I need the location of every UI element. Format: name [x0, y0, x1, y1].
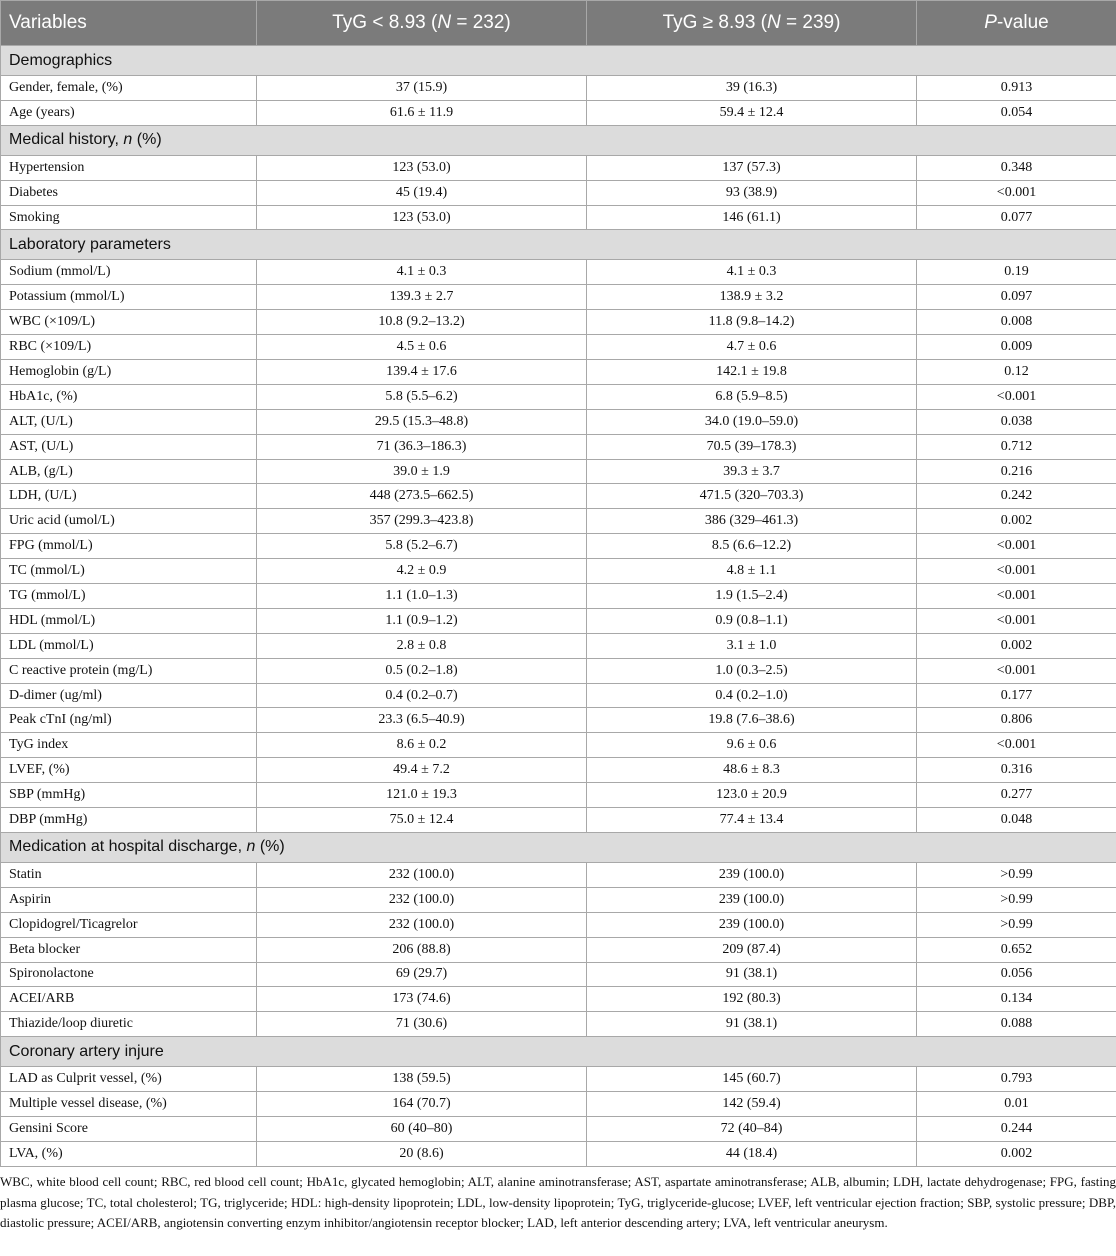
tyg-low-value-cell: 206 (88.8) [257, 937, 587, 962]
tyg-high-value-cell: 91 (38.1) [587, 1012, 917, 1037]
tyg-low-value-cell: 232 (100.0) [257, 887, 587, 912]
table-row [1, 912, 1116, 937]
table-row [1, 310, 1116, 335]
p-value-cell: 0.002 [917, 509, 1116, 534]
p-value-cell: 0.12 [917, 360, 1116, 385]
tyg-low-value-cell: 1.1 (0.9–1.2) [257, 608, 587, 633]
header-variables: Variables [1, 1, 257, 46]
tyg-high-value-cell: 4.7 ± 0.6 [587, 335, 917, 360]
variable-cell: Spironolactone [1, 962, 257, 987]
tyg-low-value-cell: 10.8 (9.2–13.2) [257, 310, 587, 335]
tyg-low-value-cell: 1.1 (1.0–1.3) [257, 584, 587, 609]
tyg-low-value-cell: 232 (100.0) [257, 862, 587, 887]
table-body [1, 46, 1116, 1167]
tyg-low-value-cell: 2.8 ± 0.8 [257, 633, 587, 658]
tyg-low-value-cell: 45 (19.4) [257, 180, 587, 205]
table-row [1, 584, 1116, 609]
p-value-cell: 0.242 [917, 484, 1116, 509]
p-value-cell: 0.088 [917, 1012, 1116, 1037]
table-row [1, 155, 1116, 180]
p-value-cell: 0.054 [917, 100, 1116, 125]
tyg-high-value-cell: 11.8 (9.8–14.2) [587, 310, 917, 335]
tyg-high-value-cell: 1.9 (1.5–2.4) [587, 584, 917, 609]
variable-cell: TyG index [1, 733, 257, 758]
p-value-cell: 0.056 [917, 962, 1116, 987]
table-row [1, 260, 1116, 285]
tyg-high-value-cell: 386 (329–461.3) [587, 509, 917, 534]
variable-cell: ALB, (g/L) [1, 459, 257, 484]
tyg-high-value-cell: 239 (100.0) [587, 887, 917, 912]
tyg-low-value-cell: 173 (74.6) [257, 987, 587, 1012]
tyg-high-value-cell: 4.8 ± 1.1 [587, 559, 917, 584]
p-value-cell: 0.652 [917, 937, 1116, 962]
table-row [1, 409, 1116, 434]
tyg-low-value-cell: 49.4 ± 7.2 [257, 758, 587, 783]
tyg-high-value-cell: 0.4 (0.2–1.0) [587, 683, 917, 708]
table-row [1, 534, 1116, 559]
p-value-cell: 0.244 [917, 1116, 1116, 1141]
table-row [1, 180, 1116, 205]
section-header-row [1, 1037, 1116, 1067]
table-row [1, 384, 1116, 409]
p-value-cell: >0.99 [917, 912, 1116, 937]
tyg-low-value-cell: 61.6 ± 11.9 [257, 100, 587, 125]
table-row [1, 484, 1116, 509]
p-value-cell: 0.134 [917, 987, 1116, 1012]
p-value-cell: <0.001 [917, 384, 1116, 409]
tyg-low-value-cell: 4.2 ± 0.9 [257, 559, 587, 584]
table-row [1, 434, 1116, 459]
tyg-low-value-cell: 0.5 (0.2–1.8) [257, 658, 587, 683]
tyg-high-value-cell: 209 (87.4) [587, 937, 917, 962]
table-row [1, 733, 1116, 758]
table-row [1, 683, 1116, 708]
tyg-high-value-cell: 39.3 ± 3.7 [587, 459, 917, 484]
tyg-high-value-cell: 145 (60.7) [587, 1067, 917, 1092]
table-row [1, 658, 1116, 683]
variable-cell: LVEF, (%) [1, 758, 257, 783]
tyg-low-value-cell: 232 (100.0) [257, 912, 587, 937]
variable-cell: HbA1c, (%) [1, 384, 257, 409]
tyg-high-value-cell: 48.6 ± 8.3 [587, 758, 917, 783]
table-row [1, 1067, 1116, 1092]
p-value-cell: <0.001 [917, 608, 1116, 633]
tyg-high-value-cell: 142.1 ± 19.8 [587, 360, 917, 385]
tyg-high-value-cell: 34.0 (19.0–59.0) [587, 409, 917, 434]
tyg-high-value-cell: 6.8 (5.9–8.5) [587, 384, 917, 409]
variable-cell: LVA, (%) [1, 1141, 257, 1166]
variable-cell: Aspirin [1, 887, 257, 912]
section-title: Coronary artery injure [1, 1037, 1116, 1067]
variable-cell: Multiple vessel disease, (%) [1, 1092, 257, 1117]
tyg-high-value-cell: 44 (18.4) [587, 1141, 917, 1166]
table-row [1, 100, 1116, 125]
table-row [1, 1116, 1116, 1141]
variable-cell: RBC (×109/L) [1, 335, 257, 360]
tyg-low-value-cell: 4.1 ± 0.3 [257, 260, 587, 285]
variable-cell: Hemoglobin (g/L) [1, 360, 257, 385]
table-row [1, 887, 1116, 912]
variable-cell: Beta blocker [1, 937, 257, 962]
tyg-high-value-cell: 77.4 ± 13.4 [587, 808, 917, 833]
header-group-high-tyg: TyG ≥ 8.93 (N = 239) [587, 1, 917, 46]
p-value-cell: 0.002 [917, 1141, 1116, 1166]
variable-cell: C reactive protein (mg/L) [1, 658, 257, 683]
variable-cell: Sodium (mmol/L) [1, 260, 257, 285]
p-value-cell: 0.009 [917, 335, 1116, 360]
p-value-cell: 0.806 [917, 708, 1116, 733]
tyg-low-value-cell: 71 (30.6) [257, 1012, 587, 1037]
section-header-row [1, 230, 1116, 260]
table-header-row [1, 1, 1116, 46]
tyg-low-value-cell: 75.0 ± 12.4 [257, 808, 587, 833]
table-row [1, 1141, 1116, 1166]
tyg-low-value-cell: 5.8 (5.5–6.2) [257, 384, 587, 409]
p-value-cell: 0.038 [917, 409, 1116, 434]
tyg-high-value-cell: 0.9 (0.8–1.1) [587, 608, 917, 633]
tyg-high-value-cell: 91 (38.1) [587, 962, 917, 987]
p-value-cell: 0.19 [917, 260, 1116, 285]
tyg-high-value-cell: 138.9 ± 3.2 [587, 285, 917, 310]
p-value-cell: 0.008 [917, 310, 1116, 335]
tyg-low-value-cell: 5.8 (5.2–6.7) [257, 534, 587, 559]
p-value-cell: >0.99 [917, 887, 1116, 912]
table-row [1, 937, 1116, 962]
tyg-high-value-cell: 137 (57.3) [587, 155, 917, 180]
variable-cell: D-dimer (ug/ml) [1, 683, 257, 708]
tyg-high-value-cell: 9.6 ± 0.6 [587, 733, 917, 758]
tyg-high-value-cell: 39 (16.3) [587, 76, 917, 101]
p-value-cell: <0.001 [917, 180, 1116, 205]
variable-cell: AST, (U/L) [1, 434, 257, 459]
table-row [1, 987, 1116, 1012]
tyg-low-value-cell: 8.6 ± 0.2 [257, 733, 587, 758]
tyg-low-value-cell: 23.3 (6.5–40.9) [257, 708, 587, 733]
variable-cell: WBC (×109/L) [1, 310, 257, 335]
table-row [1, 783, 1116, 808]
tyg-low-value-cell: 448 (273.5–662.5) [257, 484, 587, 509]
tyg-high-value-cell: 142 (59.4) [587, 1092, 917, 1117]
table-footnote: WBC, white blood cell count; RBC, red blood cell count; HbA1c, glycated hemoglobin; ALT, alanine aminotransferase; AST, aspartate aminotransferase; ALB, albumin; LDH, lactate dehydrogenase; FPG, fasting plasma glucose; TC, total cholesterol; TG, triglyceride; HDL: high-density lipoprotein; LDL, low-density lipoprotein; TyG, triglyceride-glucose; LVEF, left ventricular ejection fraction; SBP, systolic pressure; DBP, diastolic pressure; ACEI/ARB, angiotensin converting enzym inhibitor/angiotensin receptor blocker; LAD, left anterior descending artery; LVA, left ventricular aneurysm. [0, 1174, 1116, 1230]
table-row [1, 708, 1116, 733]
p-value-cell: 0.077 [917, 205, 1116, 230]
p-value-cell: <0.001 [917, 559, 1116, 584]
tyg-low-value-cell: 123 (53.0) [257, 155, 587, 180]
tyg-high-value-cell: 59.4 ± 12.4 [587, 100, 917, 125]
variable-cell: Potassium (mmol/L) [1, 285, 257, 310]
variable-cell: LDL (mmol/L) [1, 633, 257, 658]
p-value-cell: <0.001 [917, 658, 1116, 683]
table-row [1, 559, 1116, 584]
p-value-cell: 0.277 [917, 783, 1116, 808]
section-header-row [1, 832, 1116, 862]
tyg-low-value-cell: 164 (70.7) [257, 1092, 587, 1117]
variable-cell: Peak cTnI (ng/ml) [1, 708, 257, 733]
p-value-cell: 0.216 [917, 459, 1116, 484]
variable-cell: Age (years) [1, 100, 257, 125]
table-row [1, 76, 1116, 101]
variable-cell: Smoking [1, 205, 257, 230]
section-header-row [1, 125, 1116, 155]
p-value-cell: <0.001 [917, 733, 1116, 758]
variable-cell: ACEI/ARB [1, 987, 257, 1012]
variable-cell: TC (mmol/L) [1, 559, 257, 584]
p-value-cell: 0.348 [917, 155, 1116, 180]
p-value-cell: >0.99 [917, 862, 1116, 887]
table-row [1, 962, 1116, 987]
variable-cell: ALT, (U/L) [1, 409, 257, 434]
section-title: Demographics [1, 46, 1116, 76]
tyg-high-value-cell: 123.0 ± 20.9 [587, 783, 917, 808]
section-header-row [1, 46, 1116, 76]
tyg-high-value-cell: 1.0 (0.3–2.5) [587, 658, 917, 683]
section-title: Medication at hospital discharge, n (%) [1, 832, 1116, 862]
p-value-cell: 0.712 [917, 434, 1116, 459]
variable-cell: DBP (mmHg) [1, 808, 257, 833]
variable-cell: Hypertension [1, 155, 257, 180]
tyg-low-value-cell: 139.4 ± 17.6 [257, 360, 587, 385]
variable-cell: LAD as Culprit vessel, (%) [1, 1067, 257, 1092]
table-row [1, 1012, 1116, 1037]
tyg-high-value-cell: 471.5 (320–703.3) [587, 484, 917, 509]
p-value-cell: 0.177 [917, 683, 1116, 708]
tyg-high-value-cell: 93 (38.9) [587, 180, 917, 205]
tyg-high-value-cell: 3.1 ± 1.0 [587, 633, 917, 658]
variable-cell: Thiazide/loop diuretic [1, 1012, 257, 1037]
tyg-low-value-cell: 60 (40–80) [257, 1116, 587, 1141]
tyg-low-value-cell: 29.5 (15.3–48.8) [257, 409, 587, 434]
p-value-cell: <0.001 [917, 584, 1116, 609]
p-value-cell: <0.001 [917, 534, 1116, 559]
variable-cell: Gender, female, (%) [1, 76, 257, 101]
variable-cell: Gensini Score [1, 1116, 257, 1141]
table-row [1, 360, 1116, 385]
tyg-low-value-cell: 0.4 (0.2–0.7) [257, 683, 587, 708]
tyg-low-value-cell: 69 (29.7) [257, 962, 587, 987]
variable-cell: SBP (mmHg) [1, 783, 257, 808]
tyg-high-value-cell: 146 (61.1) [587, 205, 917, 230]
table-row [1, 862, 1116, 887]
tyg-low-value-cell: 37 (15.9) [257, 76, 587, 101]
table-row [1, 608, 1116, 633]
tyg-high-value-cell: 192 (80.3) [587, 987, 917, 1012]
header-group-low-tyg: TyG < 8.93 (N = 232) [257, 1, 587, 46]
tyg-low-value-cell: 139.3 ± 2.7 [257, 285, 587, 310]
variable-cell: Statin [1, 862, 257, 887]
tyg-high-value-cell: 4.1 ± 0.3 [587, 260, 917, 285]
table-row [1, 459, 1116, 484]
variable-cell: LDH, (U/L) [1, 484, 257, 509]
table-row [1, 1092, 1116, 1117]
p-value-cell: 0.913 [917, 76, 1116, 101]
p-value-cell: 0.002 [917, 633, 1116, 658]
table-row [1, 758, 1116, 783]
table-row [1, 205, 1116, 230]
variable-cell: TG (mmol/L) [1, 584, 257, 609]
p-value-cell: 0.097 [917, 285, 1116, 310]
tyg-low-value-cell: 121.0 ± 19.3 [257, 783, 587, 808]
tyg-low-value-cell: 20 (8.6) [257, 1141, 587, 1166]
tyg-high-value-cell: 72 (40–84) [587, 1116, 917, 1141]
table-row [1, 335, 1116, 360]
tyg-high-value-cell: 239 (100.0) [587, 912, 917, 937]
tyg-low-value-cell: 39.0 ± 1.9 [257, 459, 587, 484]
tyg-high-value-cell: 70.5 (39–178.3) [587, 434, 917, 459]
variable-cell: FPG (mmol/L) [1, 534, 257, 559]
tyg-low-value-cell: 138 (59.5) [257, 1067, 587, 1092]
tyg-high-value-cell: 239 (100.0) [587, 862, 917, 887]
tyg-low-value-cell: 4.5 ± 0.6 [257, 335, 587, 360]
section-title: Medical history, n (%) [1, 125, 1116, 155]
variable-cell: Diabetes [1, 180, 257, 205]
variable-cell: Clopidogrel/Ticagrelor [1, 912, 257, 937]
p-value-cell: 0.01 [917, 1092, 1116, 1117]
p-value-cell: 0.316 [917, 758, 1116, 783]
table-row [1, 285, 1116, 310]
tyg-low-value-cell: 71 (36.3–186.3) [257, 434, 587, 459]
p-value-cell: 0.793 [917, 1067, 1116, 1092]
section-title: Laboratory parameters [1, 230, 1116, 260]
table-row [1, 509, 1116, 534]
header-p-value: P-value [917, 1, 1116, 46]
tyg-high-value-cell: 8.5 (6.6–12.2) [587, 534, 917, 559]
p-value-cell: 0.048 [917, 808, 1116, 833]
table-row [1, 633, 1116, 658]
tyg-high-value-cell: 19.8 (7.6–38.6) [587, 708, 917, 733]
variable-cell: HDL (mmol/L) [1, 608, 257, 633]
variable-cell: Uric acid (umol/L) [1, 509, 257, 534]
tyg-low-value-cell: 123 (53.0) [257, 205, 587, 230]
tyg-low-value-cell: 357 (299.3–423.8) [257, 509, 587, 534]
table-row [1, 808, 1116, 833]
